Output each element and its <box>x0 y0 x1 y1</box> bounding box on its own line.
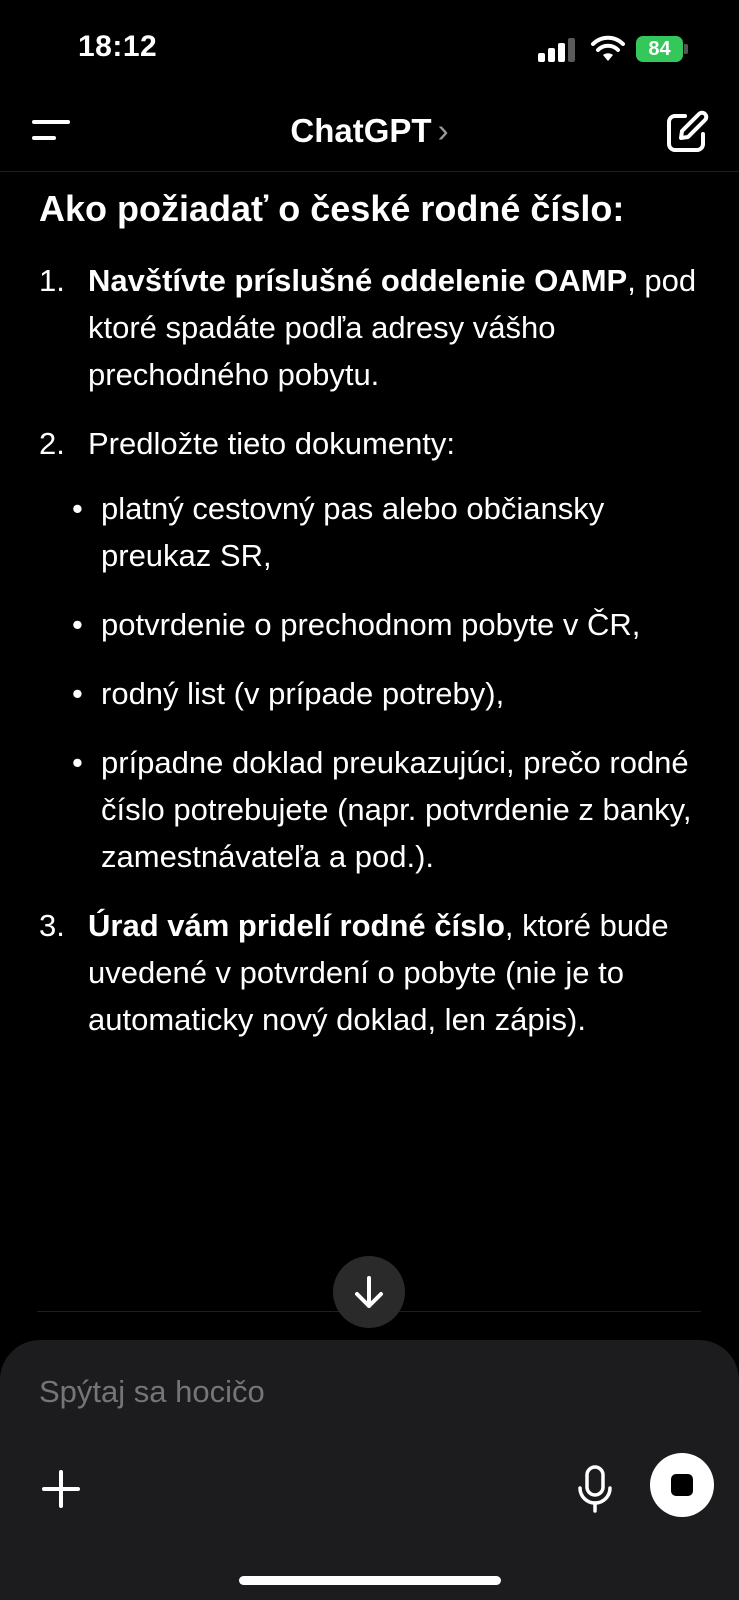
bullet-text: platný cestovný pas alebo občiansky preukaz SR, <box>101 491 605 573</box>
list-item-text: Predložte tieto dokumenty: <box>88 426 456 461</box>
list-item-text: , pod ktoré spadáte podľa adresy vášho prechodného pobytu. <box>88 263 697 392</box>
list-item-bold: Úrad vám pridelí rodné číslo <box>88 908 505 943</box>
status-time: 18:12 <box>78 30 158 63</box>
bullet-item: • platný cestovný pas alebo občiansky preukaz SR, <box>72 491 605 573</box>
status-bar <box>0 0 739 100</box>
list-number: 3. <box>39 908 65 943</box>
list-item <box>39 902 709 1043</box>
nav-title: ChatGPT <box>290 112 432 149</box>
assistant-message <box>39 182 709 1065</box>
bullet-item: • rodný list (v prípade potreby), <box>72 676 505 711</box>
stop-icon <box>671 1474 693 1496</box>
cellular-signal-icon <box>538 38 576 62</box>
message-heading: Ako požiadať o české rodné číslo: <box>39 188 625 229</box>
stop-button[interactable] <box>650 1453 714 1517</box>
list-item-bold: Navštívte príslušné oddelenie OAMP <box>88 263 628 298</box>
microphone-icon[interactable] <box>575 1464 615 1514</box>
bullet-item: • prípadne doklad preukazujúci, prečo rodné číslo potrebujete (napr. potvrdenie z banky, zamestnávateľa a pod.). <box>72 745 692 874</box>
nav-bar <box>0 100 739 172</box>
model-selector[interactable] <box>0 112 739 150</box>
plus-icon[interactable] <box>40 1468 82 1510</box>
new-chat-icon[interactable] <box>663 108 711 156</box>
list-item <box>39 257 709 398</box>
list-number: 1. <box>39 263 65 298</box>
chevron-right-icon: › <box>437 112 449 149</box>
message-input[interactable] <box>39 1374 639 1410</box>
list-item <box>39 420 709 880</box>
wifi-icon <box>590 33 626 63</box>
scroll-down-button[interactable] <box>333 1256 405 1328</box>
composer <box>0 1340 739 1600</box>
battery-icon <box>636 36 688 62</box>
home-indicator <box>239 1576 501 1585</box>
battery-level: 84 <box>648 38 671 60</box>
arrow-down-icon <box>333 1256 405 1328</box>
bullet-item: • potvrdenie o prechodnom pobyte v ČR, <box>72 607 641 642</box>
bullet-text: rodný list (v prípade potreby), <box>101 676 505 711</box>
list-item-text: , ktoré bude uvedené v potvrdení o pobyte (nie je to automaticky nový doklad, len zápis). <box>88 908 669 1037</box>
bullet-text: prípadne doklad preukazujúci, prečo rodné číslo potrebujete (napr. potvrdenie z banky, zamestnávateľa a pod.). <box>101 745 692 874</box>
bullet-list <box>72 485 709 880</box>
list-number: 2. <box>39 426 65 461</box>
bullet-text: potvrdenie o prechodnom pobyte v ČR, <box>101 607 641 642</box>
